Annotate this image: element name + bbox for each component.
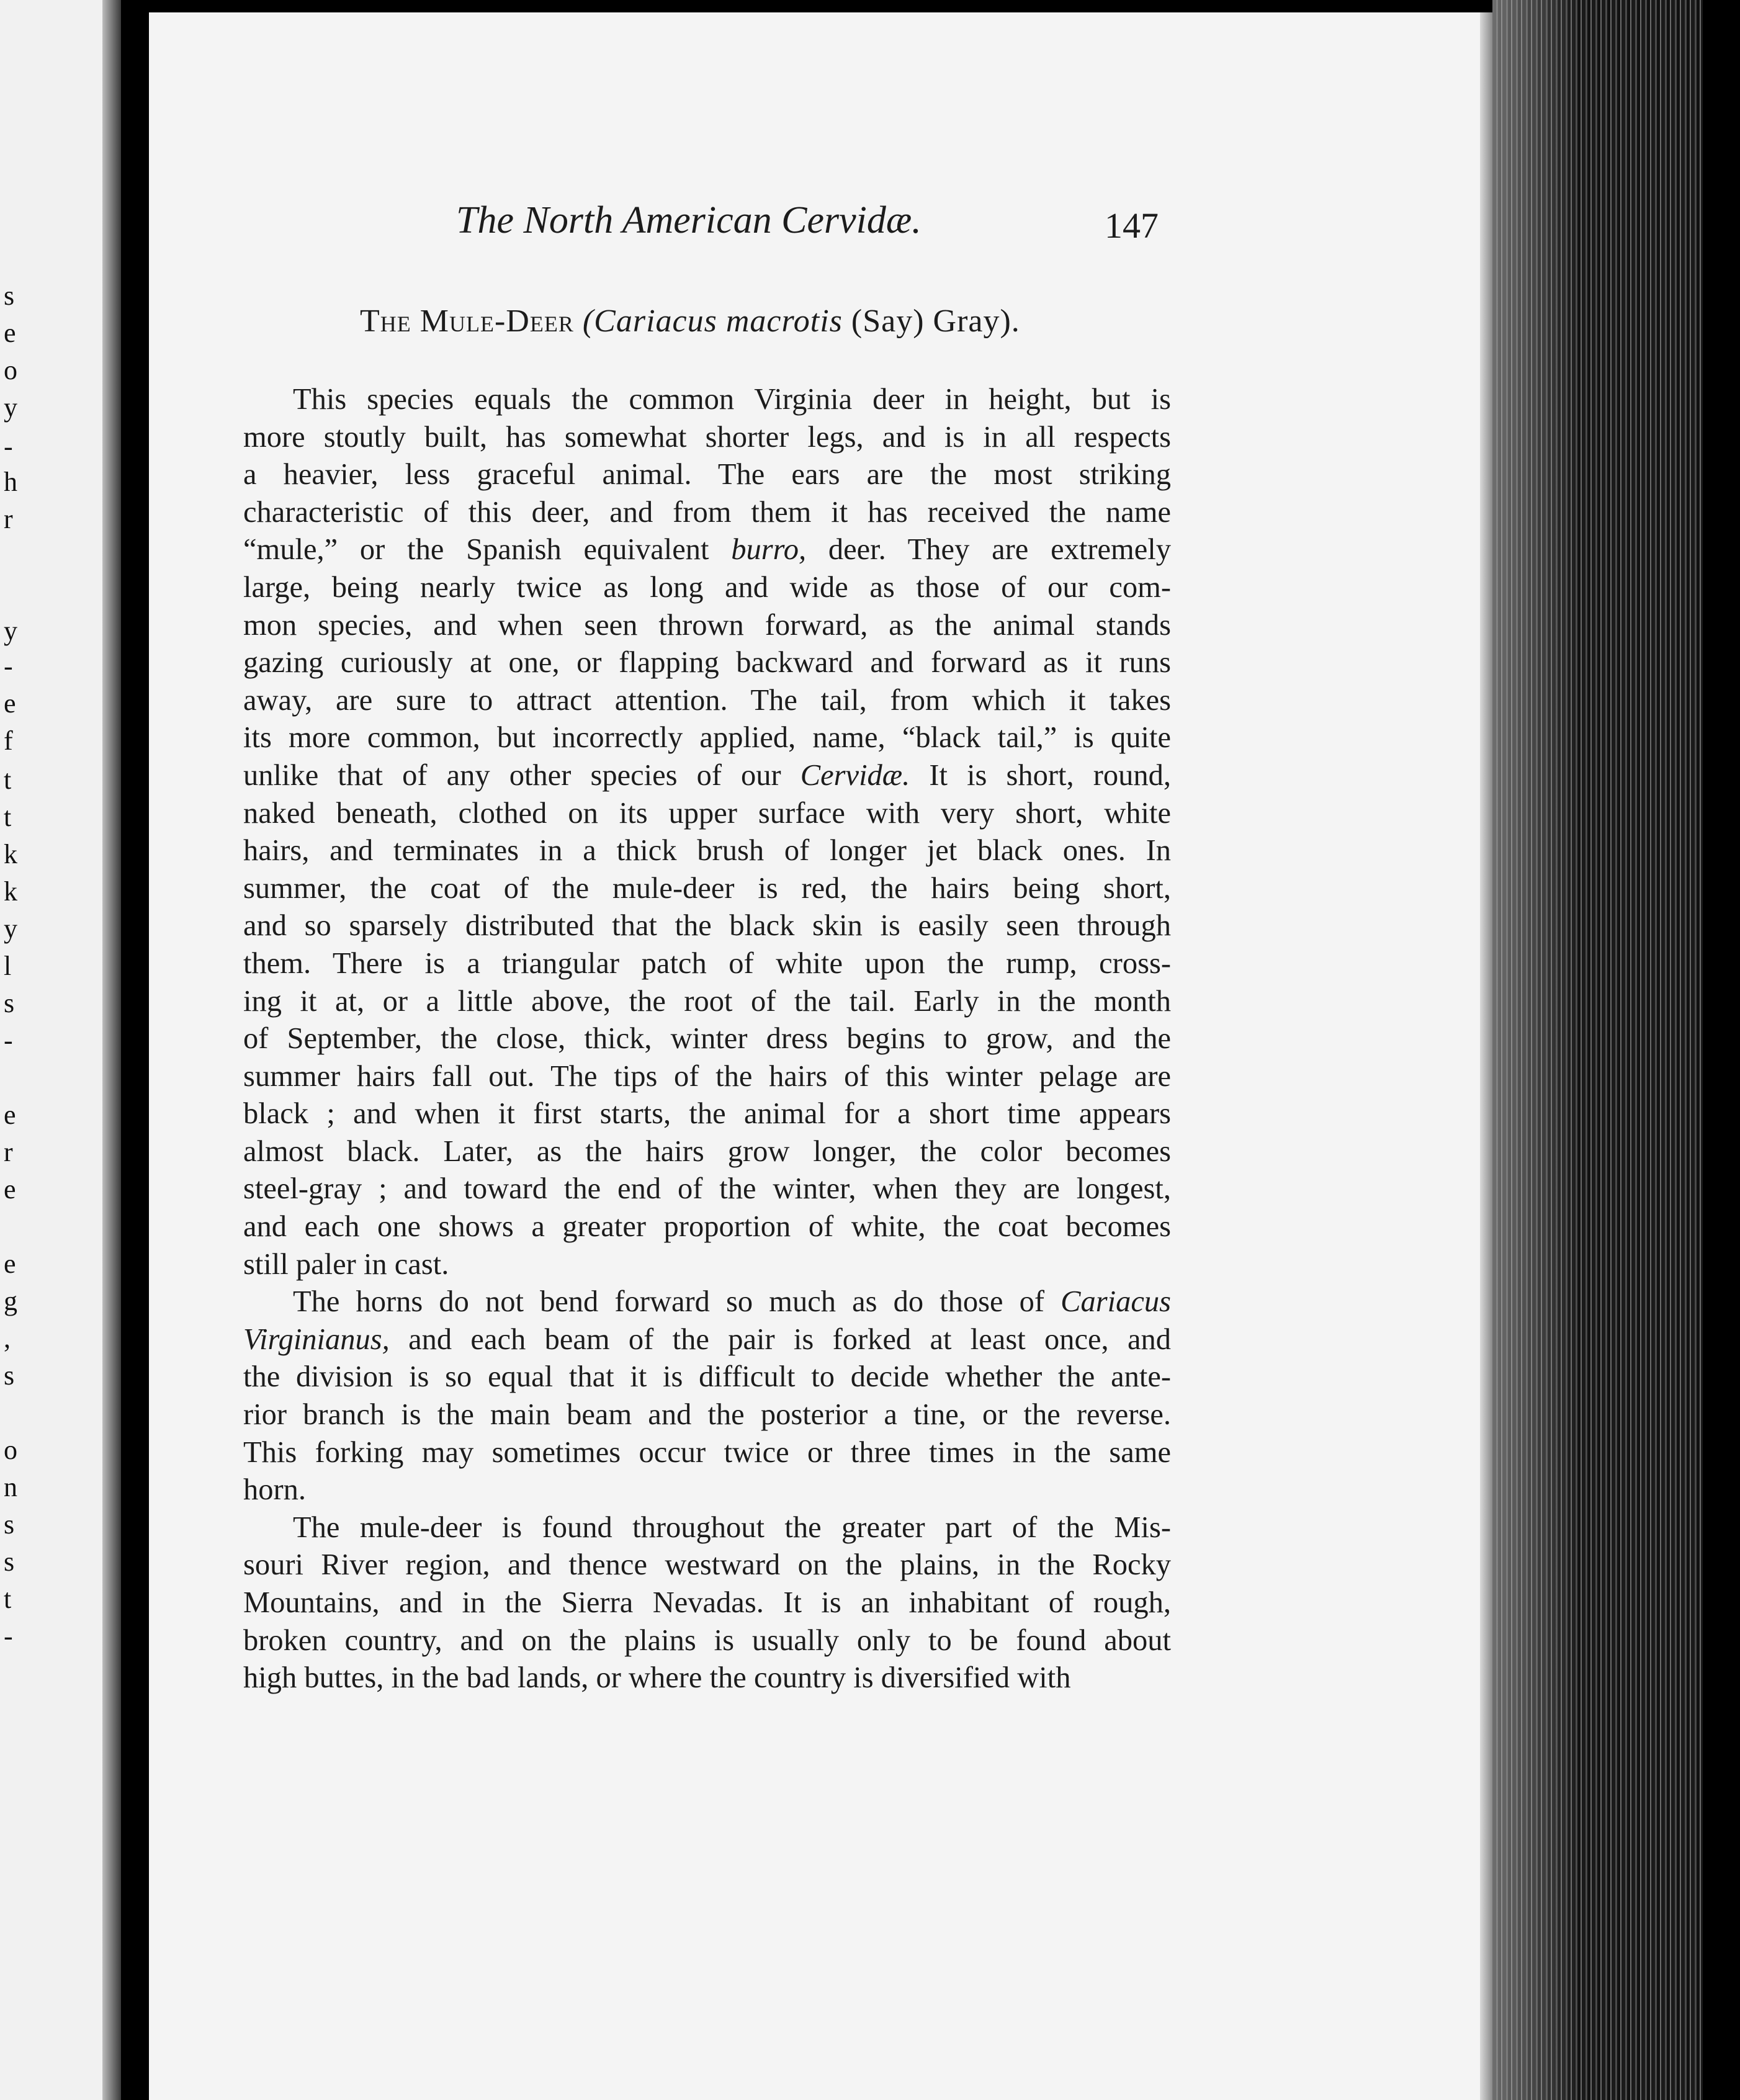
- text-line: broken country, and on the plains is usually only to be found about: [243, 1623, 1171, 1657]
- text-line: more stoutly built, has somewhat shorter legs, and is in all respects: [243, 420, 1171, 454]
- book-gutter: [102, 0, 121, 2100]
- left-page-fragment: h: [4, 467, 17, 497]
- text-line: Mountains, and in the Sierra Nevadas. It is an inhabitant of rough,: [243, 1586, 1171, 1619]
- left-page-fragment: t: [4, 1584, 12, 1614]
- paragraph: [243, 1283, 1171, 1509]
- left-page-fragment: y: [4, 392, 17, 423]
- text-line: rior branch is the main beam and the posterior a tine, or the reverse.: [243, 1398, 1171, 1432]
- left-page-fragment: -: [4, 431, 13, 462]
- left-page-fragment: -: [4, 1621, 13, 1651]
- left-page-fragment: k: [4, 876, 17, 907]
- text-line: The horns do not bend forward so much as do those of Cariacus: [293, 1285, 1171, 1319]
- section-title-authority: (Say) Gray).: [851, 303, 1020, 339]
- text-line: and each one shows a greater proportion of white, the coat becomes: [243, 1210, 1171, 1244]
- left-page-fragment: e: [4, 688, 16, 719]
- text-line: summer hairs fall out. The tips of the hairs of this winter pelage are: [243, 1059, 1171, 1093]
- body-text: [243, 381, 1171, 1697]
- left-page-fragment: t: [4, 765, 12, 795]
- left-page-fragment: s: [4, 1509, 15, 1540]
- left-page-fragment: k: [4, 839, 17, 869]
- left-page-fragment: s: [4, 280, 15, 311]
- text-line: of September, the close, thick, winter dress begins to grow, and the: [243, 1022, 1171, 1056]
- left-page-fragment: n: [4, 1472, 17, 1502]
- left-page-fragment: r: [4, 1137, 13, 1167]
- left-page-fragment: s: [4, 1546, 15, 1577]
- book-page-stack: [1492, 0, 1740, 2100]
- left-page-fragment: -: [4, 651, 13, 681]
- text-line: black ; and when it first starts, the animal for a short time appears: [243, 1097, 1171, 1131]
- left-page-fragment: o: [4, 355, 17, 385]
- left-page-fragment: e: [4, 318, 16, 348]
- text-line: “mule,” or the Spanish equivalent burro, deer. They are extremely: [243, 533, 1171, 567]
- left-page-fragment: y: [4, 913, 17, 944]
- left-page-fragment: ,: [4, 1323, 11, 1353]
- text-line: still paler in cast.: [243, 1247, 449, 1281]
- text-line: characteristic of this deer, and from them it has received the name: [243, 495, 1171, 529]
- text-line: The mule-deer is found throughout the greater part of the Mis-: [293, 1510, 1171, 1544]
- section-title-name: The Mule-Deer: [360, 303, 574, 339]
- page-number: 147: [1105, 205, 1159, 246]
- text-line: horn.: [243, 1473, 307, 1507]
- left-page-fragment: f: [4, 725, 13, 756]
- left-page-fragment: -: [4, 1025, 13, 1056]
- left-page-text-fragments: [0, 0, 25, 2100]
- left-facing-page: [0, 0, 121, 2100]
- left-page-fragment: l: [4, 951, 12, 981]
- text-line: naked beneath, clothed on its upper surface with very short, white: [243, 796, 1171, 830]
- text-line: away, are sure to attract attention. The tail, from which it takes: [243, 683, 1171, 717]
- left-page-fragment: s: [4, 988, 15, 1018]
- text-line: souri River region, and thence westward on the plains, in the Rocky: [243, 1548, 1171, 1582]
- text-line: gazing curiously at one, or flapping backward and forward as it runs: [243, 646, 1171, 680]
- text-line: ing it at, or a little above, the root of the tail. Early in the month: [243, 984, 1171, 1018]
- text-line: steel-gray ; and toward the end of the winter, when they are longest,: [243, 1172, 1171, 1206]
- left-page-fragment: g: [4, 1286, 17, 1316]
- left-page-fragment: t: [4, 802, 12, 832]
- text-line: high buttes, in the bad lands, or where the country is diversified with: [243, 1661, 1071, 1695]
- running-head: The North American Cervidæ.: [456, 199, 922, 241]
- text-line: a heavier, less graceful animal. The ears are the most striking: [243, 458, 1171, 491]
- left-page-fragment: y: [4, 616, 17, 646]
- text-line: hairs, and terminates in a thick brush of longer jet black ones. In: [243, 834, 1171, 868]
- paragraph: [243, 381, 1171, 1283]
- left-page-fragment: e: [4, 1174, 16, 1205]
- left-page-fragment: e: [4, 1100, 16, 1130]
- text-line: them. There is a triangular patch of white upon the rump, cross-: [243, 946, 1171, 980]
- section-title-scientific-name: (Cariacus macrotis: [582, 303, 843, 339]
- left-page-fragment: s: [4, 1360, 15, 1391]
- text-line: and so sparsely distributed that the black skin is easily seen through: [243, 909, 1171, 943]
- text-line: This forking may sometimes occur twice or three times in the same: [243, 1435, 1171, 1469]
- text-line: unlike that of any other species of our Cervidæ. It is short, round,: [243, 758, 1171, 792]
- paragraph: [243, 1509, 1171, 1697]
- page-edge-shadow: [1480, 12, 1492, 2100]
- section-title: [360, 303, 1020, 339]
- text-line: mon species, and when seen thrown forward, as the animal stands: [243, 608, 1171, 642]
- text-line: large, being nearly twice as long and wide as those of our com-: [243, 570, 1171, 604]
- left-page-fragment: r: [4, 504, 13, 534]
- text-line: its more common, but incorrectly applied, name, “black tail,” is quite: [243, 721, 1171, 755]
- text-line: summer, the coat of the mule-deer is red, the hairs being short,: [243, 871, 1171, 905]
- text-line: the division is so equal that it is difficult to decide whether the ante-: [243, 1360, 1171, 1394]
- text-line: Virginianus, and each beam of the pair is forked at least once, and: [243, 1322, 1171, 1356]
- left-page-fragment: o: [4, 1435, 17, 1465]
- left-page-fragment: e: [4, 1249, 16, 1279]
- text-line: almost black. Later, as the hairs grow longer, the color becomes: [243, 1134, 1171, 1168]
- text-line: This species equals the common Virginia deer in height, but is: [293, 383, 1171, 416]
